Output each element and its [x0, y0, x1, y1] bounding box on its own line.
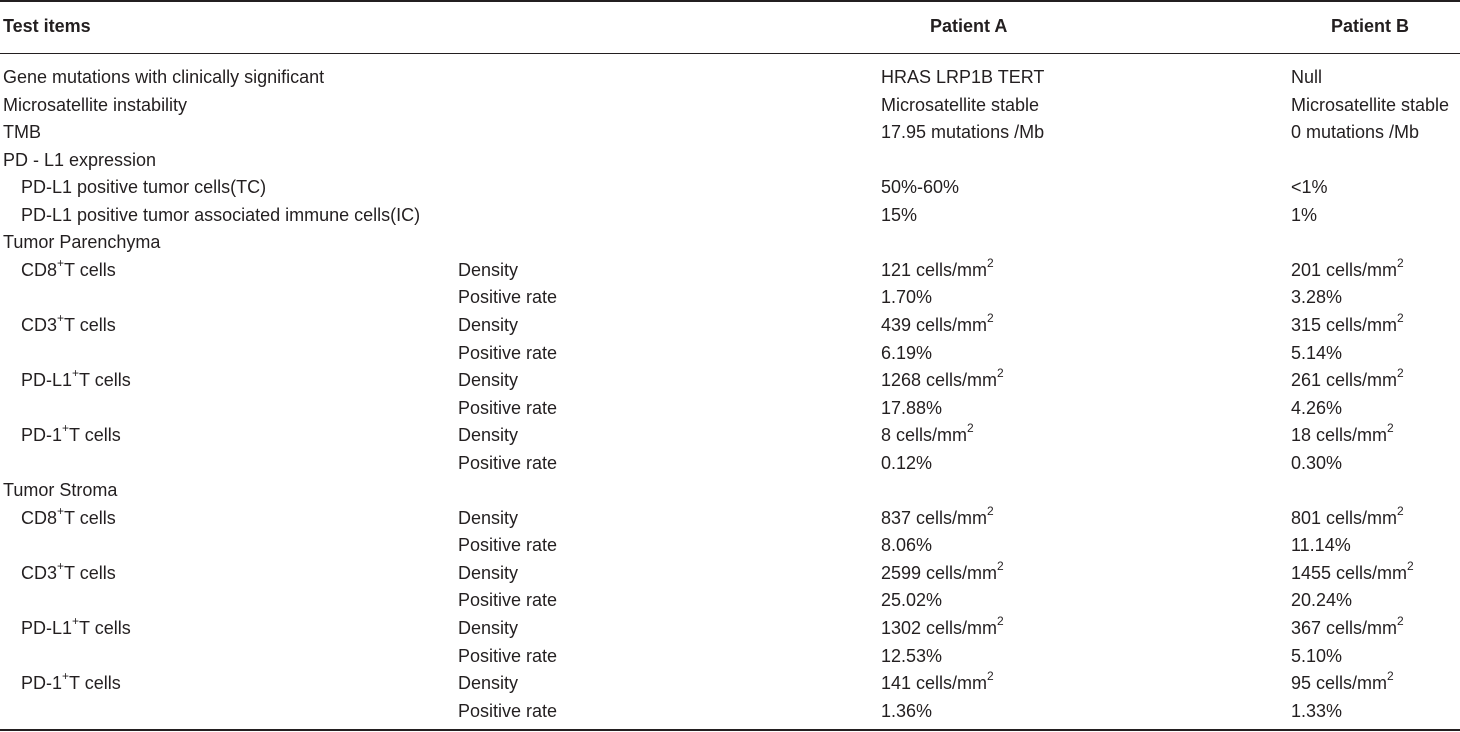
patient-b-value-text: 3.28% — [1291, 287, 1343, 307]
patient-b-value — [1291, 176, 1328, 198]
row-label — [21, 311, 116, 336]
patient-b-value — [1291, 256, 1404, 281]
patient-b-value-text: 201 cells/mm — [1291, 260, 1398, 280]
patient-a-value-text: 1302 cells/mm — [881, 618, 998, 638]
row-label-superscript: + — [57, 504, 65, 518]
patient-a-value-text: 50%-60% — [881, 177, 960, 197]
row-label-text: PD-L1 positive tumor associated immune cells(IC) — [21, 205, 421, 225]
row-label — [3, 479, 117, 501]
patient-b-superscript: 2 — [1387, 421, 1394, 435]
row-label-tail: T cells — [79, 618, 131, 638]
row-metric: Density — [458, 370, 519, 390]
patient-a-value — [881, 645, 942, 667]
row-label-tail: T cells — [64, 508, 116, 528]
patient-b-value-text: 18 cells/mm — [1291, 425, 1388, 445]
patient-b-superscript: 2 — [1407, 559, 1414, 573]
patient-b-value — [1291, 645, 1342, 667]
patient-a-value-text: HRAS LRP1B TERT — [881, 67, 1045, 87]
patient-b-value-text: 4.26% — [1291, 398, 1343, 418]
patient-b-superscript: 2 — [1397, 256, 1404, 270]
patient-b-value-text: 1.33% — [1291, 701, 1343, 721]
patient-b-value-text: 367 cells/mm — [1291, 618, 1398, 638]
patient-b-value — [1291, 421, 1394, 446]
header-patient-a: Patient A — [930, 16, 1008, 36]
row-metric: Positive rate — [458, 343, 558, 363]
row-label-text: Tumor Parenchyma — [3, 232, 161, 252]
row-label — [21, 204, 420, 226]
row-label — [3, 121, 41, 143]
patient-b-value-text: Null — [1291, 67, 1323, 87]
header-patient-b: Patient B — [1331, 16, 1410, 36]
patient-a-superscript: 2 — [997, 614, 1004, 628]
row-label-tail: T cells — [69, 425, 121, 445]
patient-b-value — [1291, 94, 1449, 116]
patient-a-value-text: 1.70% — [881, 287, 933, 307]
row-label-tail: T cells — [64, 315, 116, 335]
patient-b-value-text: 20.24% — [1291, 590, 1353, 610]
patient-a-value — [881, 589, 942, 611]
row-label-superscript: + — [62, 421, 70, 435]
header-test-items: Test items — [3, 16, 91, 36]
row-metric: Density — [458, 618, 519, 638]
patient-b-value — [1291, 366, 1404, 391]
row-metric: Positive rate — [458, 701, 558, 721]
patient-a-value — [881, 504, 994, 529]
patient-a-superscript: 2 — [967, 421, 974, 435]
row-label — [21, 614, 131, 639]
row-label — [3, 66, 324, 88]
patient-b-value — [1291, 286, 1342, 308]
row-label-text: PD-1 — [21, 425, 63, 445]
row-label-text: Microsatellite instability — [3, 95, 188, 115]
patient-b-value-text: 1% — [1291, 205, 1318, 225]
patient-a-value-text: 141 cells/mm — [881, 673, 988, 693]
row-metric: Density — [458, 260, 519, 280]
patient-a-value — [881, 94, 1039, 116]
row-metric: Positive rate — [458, 646, 558, 666]
patient-a-value — [881, 397, 942, 419]
patient-a-value — [881, 176, 959, 198]
row-metric: Density — [458, 563, 519, 583]
patient-b-superscript: 2 — [1397, 504, 1404, 518]
patient-b-value-text: 1455 cells/mm — [1291, 563, 1408, 583]
row-label-superscript: + — [57, 311, 65, 325]
patient-a-superscript: 2 — [987, 256, 994, 270]
row-label-text: CD8 — [21, 260, 58, 280]
patient-a-value — [881, 669, 994, 694]
row-label-text: PD-1 — [21, 673, 63, 693]
patient-b-value-text: 95 cells/mm — [1291, 673, 1388, 693]
row-label-text: CD3 — [21, 315, 58, 335]
patient-a-value — [881, 559, 1004, 584]
row-label-tail: T cells — [79, 370, 131, 390]
patient-a-value — [881, 366, 1004, 391]
patient-a-value-text: 2599 cells/mm — [881, 563, 998, 583]
patient-a-value-text: 17.88% — [881, 398, 943, 418]
row-label-text: CD8 — [21, 508, 58, 528]
patient-b-value-text: 801 cells/mm — [1291, 508, 1398, 528]
row-metric: Positive rate — [458, 398, 558, 418]
row-metric: Density — [458, 508, 519, 528]
patient-a-value-text: 439 cells/mm — [881, 315, 988, 335]
patient-b-value — [1291, 204, 1317, 226]
patient-a-value — [881, 452, 932, 474]
patient-b-value-text: 0.30% — [1291, 453, 1343, 473]
patient-a-value-text: 121 cells/mm — [881, 260, 988, 280]
patient-a-value — [881, 311, 994, 336]
patient-a-value-text: 17.95 mutations /Mb — [881, 122, 1045, 142]
row-metric: Density — [458, 673, 519, 693]
patient-a-superscript: 2 — [987, 669, 994, 683]
patient-a-value-text: 1268 cells/mm — [881, 370, 998, 390]
patient-a-superscript: 2 — [987, 311, 994, 325]
row-label-superscript: + — [72, 614, 80, 628]
patient-a-value-text: 6.19% — [881, 343, 933, 363]
patient-a-superscript: 2 — [997, 559, 1004, 573]
patient-b-value — [1291, 311, 1404, 336]
row-label-text: CD3 — [21, 563, 58, 583]
patient-b-value — [1291, 614, 1404, 639]
patient-a-value — [881, 700, 932, 722]
patient-a-value — [881, 256, 994, 281]
patient-b-value — [1291, 589, 1352, 611]
row-metric: Density — [458, 425, 519, 445]
patient-b-superscript: 2 — [1387, 669, 1394, 683]
patient-a-value-text: 1.36% — [881, 701, 933, 721]
table-top-rule — [0, 0, 1460, 2]
row-label-superscript: + — [57, 559, 65, 573]
patient-a-value — [881, 421, 974, 446]
patient-b-value-text: 315 cells/mm — [1291, 315, 1398, 335]
row-metric: Positive rate — [458, 590, 558, 610]
patient-a-value-text: 8.06% — [881, 535, 933, 555]
row-label — [21, 421, 121, 446]
patient-a-superscript: 2 — [997, 366, 1004, 380]
patient-b-value — [1291, 504, 1404, 529]
patient-a-value-text: 25.02% — [881, 590, 943, 610]
row-label — [3, 94, 187, 116]
patient-b-value-text: 11.14% — [1291, 535, 1351, 555]
row-label-text: PD-L1 — [21, 370, 73, 390]
row-label-tail: T cells — [64, 563, 116, 583]
row-label — [21, 256, 116, 281]
patient-a-value — [881, 286, 932, 308]
patient-b-value — [1291, 700, 1342, 722]
row-label-text: Gene mutations with clinically significant — [3, 67, 325, 87]
row-label-text: PD - L1 expression — [3, 150, 157, 170]
patient-a-value — [881, 534, 932, 556]
patient-b-value — [1291, 342, 1342, 364]
row-label — [21, 366, 131, 391]
patient-b-value — [1291, 121, 1419, 143]
row-label-text: Tumor Stroma — [3, 480, 118, 500]
patient-a-value-text: 15% — [881, 205, 918, 225]
patient-b-value — [1291, 559, 1414, 584]
row-metric: Positive rate — [458, 287, 558, 307]
row-label-text: PD-L1 positive tumor cells(TC) — [21, 177, 267, 197]
patient-a-value-text: 0.12% — [881, 453, 933, 473]
patient-a-value-text: Microsatellite stable — [881, 95, 1040, 115]
patient-a-value — [881, 66, 1044, 88]
patient-b-superscript: 2 — [1397, 311, 1404, 325]
patient-b-value — [1291, 669, 1394, 694]
row-label — [3, 231, 160, 253]
row-label-tail: T cells — [64, 260, 116, 280]
row-metric: Density — [458, 315, 519, 335]
row-label-tail: T cells — [69, 673, 121, 693]
patient-b-superscript: 2 — [1397, 366, 1404, 380]
patient-b-value-text: <1% — [1291, 177, 1328, 197]
patient-b-value-text: 5.14% — [1291, 343, 1343, 363]
row-label — [21, 559, 116, 584]
table-bottom-rule — [0, 729, 1460, 731]
row-label — [3, 149, 156, 171]
row-label — [21, 669, 121, 694]
row-label-superscript: + — [72, 366, 80, 380]
patient-b-superscript: 2 — [1397, 614, 1404, 628]
patient-a-superscript: 2 — [987, 504, 994, 518]
patient-b-value-text: Microsatellite stable — [1291, 95, 1450, 115]
row-label — [21, 504, 116, 529]
row-label-superscript: + — [57, 256, 65, 270]
patient-b-value-text: 5.10% — [1291, 646, 1343, 666]
patient-a-value — [881, 342, 932, 364]
patient-b-value-text: 261 cells/mm — [1291, 370, 1398, 390]
row-label-text: TMB — [3, 122, 41, 142]
patient-a-value-text: 12.53% — [881, 646, 943, 666]
patient-a-value-text: 8 cells/mm — [881, 425, 968, 445]
patient-a-value — [881, 121, 1044, 143]
patient-b-value — [1291, 452, 1342, 474]
row-metric: Positive rate — [458, 453, 558, 473]
row-label — [21, 176, 266, 198]
patient-b-value-text: 0 mutations /Mb — [1291, 122, 1420, 142]
patient-a-value — [881, 614, 1004, 639]
row-label-text: PD-L1 — [21, 618, 73, 638]
patient-b-value — [1291, 66, 1322, 88]
patient-a-value-text: 837 cells/mm — [881, 508, 988, 528]
table-header-rule — [0, 53, 1460, 54]
row-label-superscript: + — [62, 669, 70, 683]
patient-b-value — [1291, 397, 1342, 419]
patient-a-value — [881, 204, 917, 226]
patient-b-value — [1291, 534, 1351, 556]
row-metric: Positive rate — [458, 535, 558, 555]
